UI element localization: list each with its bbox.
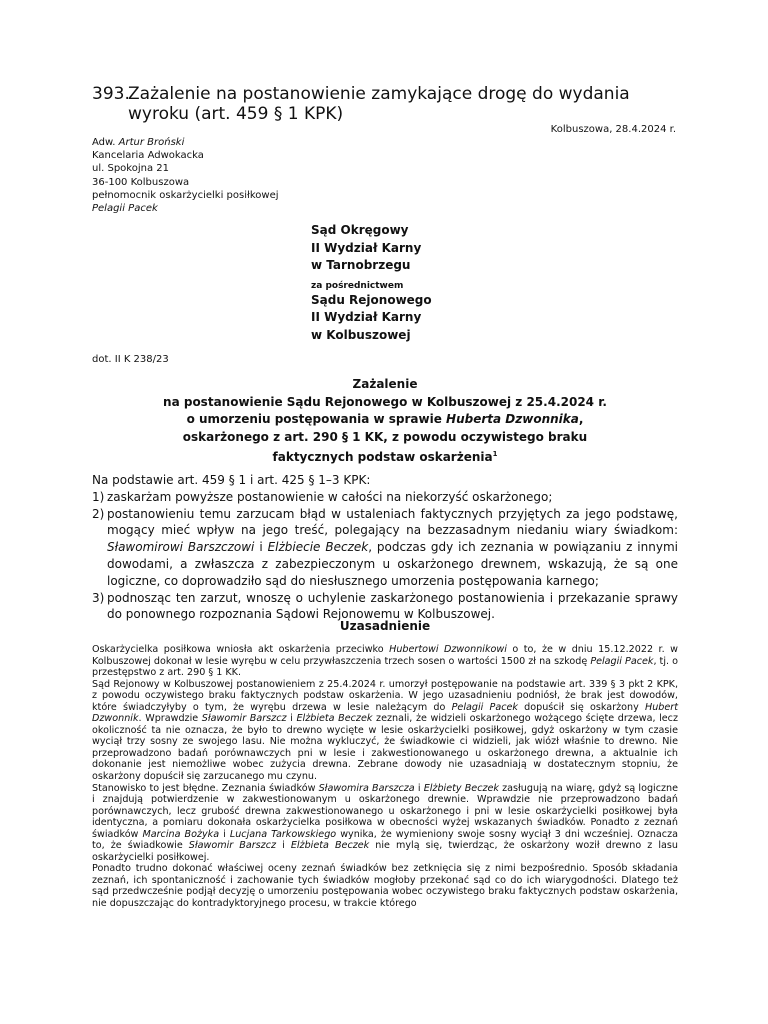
title-number: 393. [92,84,130,104]
addressee-via: za pośrednictwem [311,280,404,291]
sender-office: Kancelaria Adwokacka [92,150,204,162]
addressee-city-2: w Kolbuszowej [311,327,411,342]
addressee-block [311,222,432,344]
legal-basis: Na podstawie art. 459 § 1 i art. 425 § 1–3 KPK: [92,473,371,487]
complaint-title: Zażalenie [352,377,418,391]
justification-heading: Uzasadnienie [339,619,431,633]
addressee-court: Sąd Okręgowy [311,223,409,237]
title-line-1: Zażalenie na postanowienie zamykające drogę do wydania [128,84,630,104]
title-line-2: wyroku (art. 459 § 1 KPK) [128,104,344,124]
sender-client: Pelagii Pacek [92,203,158,215]
list-item: 2) postanowieniu temu zarzucam błąd w ustaleniach faktycznych przyjętych za jego podstawę, mogący mieć wpływ na jego treść, polegający na bezzasadnym niedaniu wiary świadkom: Sławomirowi Barszczowi i Elżbiecie Beczek, podczas gdy ich zeznania w powiązaniu z innymi dowodami, a zwłaszcza z zabezpieczonym u oskarżonego drewnem, wskazują, że są one logiczne, co doprowadziło sąd do niesłusznego umorzenia postępowania karnego; [92,506,678,588]
complaint-heading: Zażalenie na postanowienie Sądu Rejonowego w Kolbuszowej z 25.4.2024 r. o umorzeniu postępowania w sprawie Huberta Dzwonnika, oskarżonego z art. 290 § 1 KK, z powodu oczywistego braku faktycznych podstaw oskarżenia$^1$ [92,376,678,467]
list-item: 1) zaskarżam powyższe postanowienie w całości na niekorzyść oskarżonego; [92,489,553,504]
addressee-city: w Tarnobrzegu [311,258,411,272]
sender-attorney-name: Artur Broński [118,137,185,148]
sender-role: pełnomocnik oskarżycielki posiłkowej [92,189,279,201]
sender-street: ul. Spokojna 21 [92,163,169,175]
paragraph: Sąd Rejonowy w Kolbuszowej postanowieniem z 25.4.2024 r. umorzył postępowanie na podstawie art. 339 § 3 pkt 2 KPK, z powodu oczywistego braku faktycznych podstaw oskarżenia. W jego uzasadnieniu podniósł, że brak jest dowodów, które świadczyłyby o tym, że wyrębu drzewa w lesie należącym do Pelagii Pacek dopuścił się oskarżony Hubert Dzwonnik. Wprawdzie Sławomir Barszcz i Elżbieta Beczek zeznali, że widzieli oskarżonego wożącego ścięte drzewa, lecz okoliczność ta nie oznacza, że było to drewno wycięte w lesie oskarżycielki posiłkowej, gdyż oskarżony w tym czasie wyciął trzy sosny ze swojego lasu. Nie można wykluczyć, że świadkowie ci widzieli, jak wiózł właśnie to drewno. Nie przeprowadzono badań porównawczych pni w lesie i zakwestionowanego u oskarżonego drewna, a aktualnie ich dokonanie jest niemożliwe wobec zużycia drewna. Zebrane dowody nie uzasadniają w dostatecznym stopniu, że oskarżony dopuścił się zarzucanego mu czynu. [92,678,678,783]
justification-body [92,644,678,910]
paragraph: Ponadto trudno dokonać właściwej oceny zeznań świadków bez zetknięcia się z nimi bezpośrednio. Sposób składania zeznań, ich spontaniczność i zachowanie tych świadków mogłoby przekonać sąd co do ich wiarygodności. Dlatego też sąd przedwcześnie podjął decyzję o umorzeniu postępowania wobec oczywistego braku faktycznych podstaw oskarżenia, nie dopuszczając do kontradyktoryjnego procesu, w trakcie którego [92,863,678,910]
place-date: Kolbuszowa, 28.4.2024 r. [550,124,676,135]
sender-block [92,136,279,215]
list-item: 3) podnosząc ten zarzut, wnoszę o uchylenie zaskarżonego postanowienia i przekazanie sprawy do ponownego rozpoznania Sądowi Rejonowemu w Kolbuszowej. [92,590,678,622]
case-reference: dot. II K 238/23 [92,354,169,365]
sender-attorney: Adw. Artur Broński [92,137,185,148]
addressee-division: II Wydział Karny [311,240,422,255]
sender-city: 36-100 Kolbuszowa [92,176,190,188]
paragraph: Stanowisko to jest błędne. Zeznania świadków Sławomira Barszcza i Elżbiety Beczek zasługują na wiarę, gdyż są logiczne i znajdują potwierdzenie w zakwestionowanym u oskarżonego drewnie. Wprawdzie nie przeprowadzono badań porównawczych, lecz grubość drewna zakwestionowanego u oskarżonego i pni w lesie oskarżycielki posiłkowej była identyczna, a pomiaru dokonała oskarżycielka posiłkowa w obecności wyżej wskazanych świadków. Ponadto z zeznań świadków Marcina Bożyka i Lucjana Tarkowskiego wynika, że wymieniony swoje sosny wyciął 3 dni wcześniej. Oznacza to, że świadkowie Sławomir Barszcz i Elżbieta Beczek nie mylą się, twierdząc, że oskarżony woził drewno z lasu oskarżycielki posiłkowej. [92,782,679,863]
addressee-court-2: Sądu Rejonowego [311,292,432,307]
footnote-mark: 1 [492,450,498,458]
complaint-items [92,472,678,623]
paragraph: Oskarżycielka posiłkowa wniosła akt oskarżenia przeciwko Hubertowi Dzwonnikowi o to, że w dniu 15.12.2022 r. w Kolbuszowej dokonał w lesie wyrębu w celu przywłaszczenia trzech sosen o wartości 1500 zł na szkodę Pelagii Pacek, tj. o przestępstwo z art. 290 § 1 KK. [92,644,679,679]
addressee-division-2: II Wydział Karny [311,310,422,324]
document-title [92,84,678,124]
